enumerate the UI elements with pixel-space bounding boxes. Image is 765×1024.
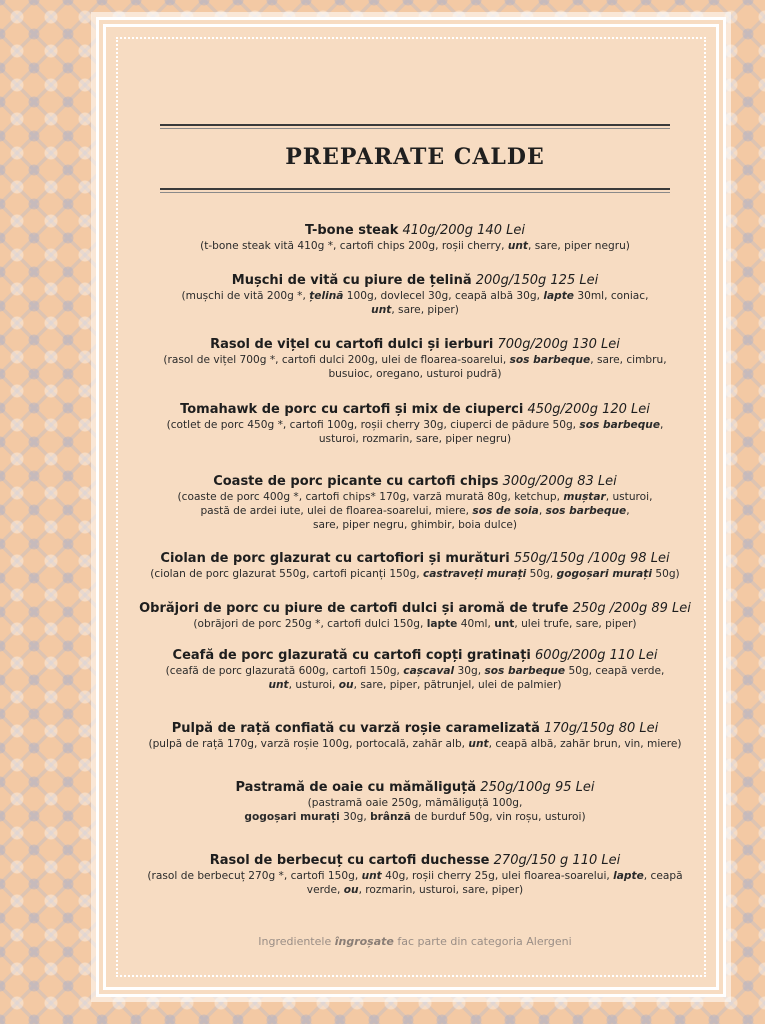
item-heading (120, 222, 710, 239)
allergen-note-emphasis: îngroșate (334, 935, 394, 948)
item-ingredients: (rasol de berbecuț 270g *, cartofi 150g, unt 40g, roșii cherry 25g, ulei floarea-soarelui, lapte, ceapă (147, 870, 683, 882)
item-name: Ceafă de porc glazurată cu cartofi copți gratinați (172, 648, 531, 663)
item-heading (120, 647, 710, 664)
item-weight: 250g /200g 89 Lei (568, 601, 691, 616)
item-heading (120, 401, 710, 418)
item-weight: 450g/200g 120 Lei (523, 402, 650, 417)
item-weight: 550g/150g /100g 98 Lei (509, 551, 670, 566)
item-weight: 600g/200g 110 Lei (530, 648, 658, 663)
item-ingredients: usturoi, rozmarin, sare, piper negru) (318, 433, 512, 445)
menu-item (120, 600, 710, 631)
item-heading (120, 336, 710, 353)
item-weight: 250g/100g 95 Lei (476, 780, 595, 795)
item-name: Pulpă de rață confiată cu varză roșie caramelizată (171, 721, 540, 736)
title-rule-bottom (160, 188, 670, 190)
item-name: T-bone steak (305, 223, 399, 238)
allergen-note-after: fac parte din categoria Alergeni (393, 935, 572, 948)
item-weight: 300g/200g 83 Lei (498, 474, 617, 489)
item-ingredients: (pulpă de rață 170g, varză roșie 100g, portocală, zahăr alb, unt, ceapă albă, zahăr brun, vin, miere) (148, 738, 682, 750)
item-weight: 200g/150g 125 Lei (471, 273, 599, 288)
item-ingredients: (t-bone steak vită 410g *, cartofi chips 200g, roșii cherry, unt, sare, piper negru) (200, 240, 630, 252)
menu-item (120, 647, 710, 692)
menu-item (120, 550, 710, 581)
menu-item (120, 720, 710, 751)
item-weight: 700g/200g 130 Lei (493, 337, 620, 352)
item-ingredients: gogoșari murați 30g, brânză de burduf 50g, vin roșu, usturoi) (244, 811, 586, 823)
item-ingredients: (coaste de porc 400g *, cartofi chips* 170g, varză murată 80g, ketchup, muștar, usturoi, (177, 491, 653, 503)
menu-item (120, 336, 710, 381)
menu-item (120, 222, 710, 253)
item-weight: 170g/150g 80 Lei (539, 721, 659, 736)
item-name: Ciolan de porc glazurat cu cartofiori și murături (160, 551, 510, 566)
item-weight: 410g/200g 140 Lei (398, 223, 525, 238)
item-ingredients: (ciolan de porc glazurat 550g, cartofi picanți 150g, castraveți murați 50g, gogoșari murați 50g) (150, 568, 680, 580)
item-name: Mușchi de vită cu piure de țelină (231, 273, 472, 288)
item-ingredients: unt, usturoi, ou, sare, piper, pătrunjel, ulei de palmier) (268, 679, 562, 691)
item-name: Tomahawk de porc cu cartofi și mix de ciuperci (180, 402, 524, 417)
item-ingredients: (ceafă de porc glazurată 600g, cartofi 150g, cașcaval 30g, sos barbeque 50g, ceapă verde, (165, 665, 665, 677)
item-name: Pastramă de oaie cu mămăliguță (235, 780, 477, 795)
menu-item (120, 272, 710, 317)
item-weight: 270g/150 g 110 Lei (489, 853, 621, 868)
item-ingredients: pastă de ardei iute, ulei de floarea-soarelui, miere, sos de soia, sos barbeque, (200, 505, 630, 517)
item-name: Obrăjori de porc cu piure de cartofi dulci și aromă de trufe (139, 601, 569, 616)
item-heading (120, 600, 710, 617)
item-heading (120, 779, 710, 796)
allergen-note (120, 935, 710, 948)
menu-content (120, 0, 710, 1024)
item-ingredients: (obrăjori de porc 250g *, cartofi dulci 150g, lapte 40ml, unt, ulei trufe, sare, piper) (193, 618, 637, 630)
item-ingredients: busuioc, oregano, usturoi pudră) (328, 368, 502, 380)
menu-item (120, 779, 710, 824)
item-ingredients: unt, sare, piper) (371, 304, 459, 316)
item-heading (120, 473, 710, 490)
item-ingredients: (mușchi de vită 200g *, țelină 100g, dovlecel 30g, ceapă albă 30g, lapte 30ml, coniac, (181, 290, 649, 302)
item-name: Rasol de berbecuț cu cartofi duchesse (209, 853, 490, 868)
item-heading (120, 272, 710, 289)
menu-item (120, 852, 710, 897)
item-name: Rasol de vițel cu cartofi dulci și ierburi (210, 337, 494, 352)
title-rule-top (160, 124, 670, 126)
menu-item (120, 473, 710, 532)
page-title: PREPARATE CALDE (285, 144, 545, 170)
item-heading (120, 720, 710, 737)
item-name: Coaste de porc picante cu cartofi chips (213, 474, 499, 489)
item-ingredients: (rasol de vițel 700g *, cartofi dulci 200g, ulei de floarea-soarelui, sos barbeque, sare, cimbru, (163, 354, 667, 366)
item-ingredients: (cotlet de porc 450g *, cartofi 100g, roșii cherry 30g, ciuperci de pădure 50g, sos barbeque, (166, 419, 664, 431)
item-ingredients: (pastramă oaie 250g, mămăliguță 100g, (307, 797, 523, 809)
menu-item (120, 401, 710, 446)
item-ingredients: sare, piper negru, ghimbir, boia dulce) (312, 519, 518, 531)
item-ingredients: verde, ou, rozmarin, usturoi, sare, piper) (306, 884, 524, 896)
item-heading (120, 852, 710, 869)
item-heading (120, 550, 710, 567)
allergen-note-before: Ingredientele (258, 935, 335, 948)
